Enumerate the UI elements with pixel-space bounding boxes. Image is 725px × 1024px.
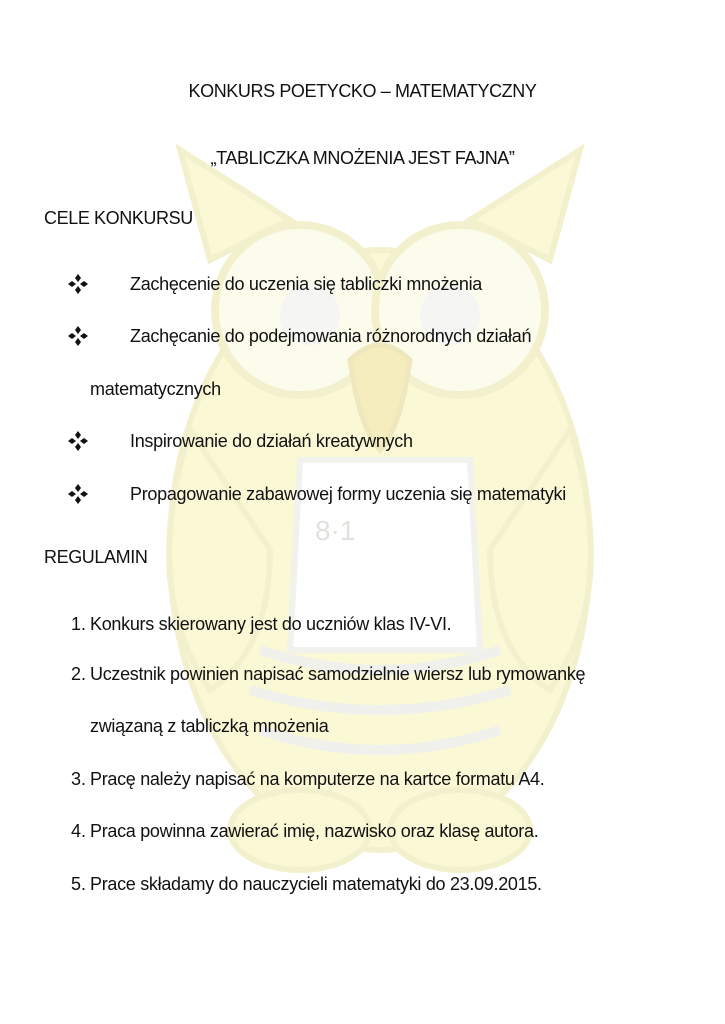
rule-item: Praca powinna zawierać imię, nazwisko oraz klasę autora. [90, 821, 539, 841]
rule-item-continuation: związaną z tabliczką mnożenia [90, 716, 329, 736]
rule-item: Prace składamy do nauczycieli matematyki do 23.09.2015. [90, 874, 542, 894]
rule-item: Pracę należy napisać na komputerze na kartce formatu A4. [90, 769, 545, 789]
document-subtitle: „TABLICZKA MNOŻENIA JEST FAJNA” [210, 148, 515, 168]
rule-number: 4. [70, 821, 86, 841]
rule-number: 3. [70, 769, 86, 789]
document-title: KONKURS POETYCKO – MATEMATYCZNY [188, 81, 537, 101]
goal-item: Propagowanie zabawowej formy uczenia się matematyki [130, 484, 566, 504]
goal-item: Inspirowanie do działań kreatywnych [130, 431, 413, 451]
rules-heading: REGULAMIN [44, 547, 148, 567]
rule-number: 2. [70, 664, 86, 684]
diamond-bullet-icon [66, 273, 90, 295]
diamond-bullet-icon [66, 430, 90, 452]
owl-board-text: 8·1 [315, 515, 356, 546]
goal-item-continuation: matematycznych [90, 379, 221, 399]
goals-heading: CELE KONKURSU [44, 208, 193, 228]
goal-item: Zachęcanie do podejmowania różnorodnych działań [130, 326, 532, 346]
rule-item: Konkurs skierowany jest do uczniów klas IV-VI. [90, 614, 452, 634]
diamond-bullet-icon [66, 325, 90, 347]
rule-item: Uczestnik powinien napisać samodzielnie wiersz lub rymowankę [90, 664, 586, 684]
diamond-bullet-icon [66, 483, 90, 505]
rule-number: 5. [70, 874, 86, 894]
rule-number: 1. [70, 614, 86, 634]
goal-item: Zachęcenie do uczenia się tabliczki mnożenia [130, 274, 483, 294]
